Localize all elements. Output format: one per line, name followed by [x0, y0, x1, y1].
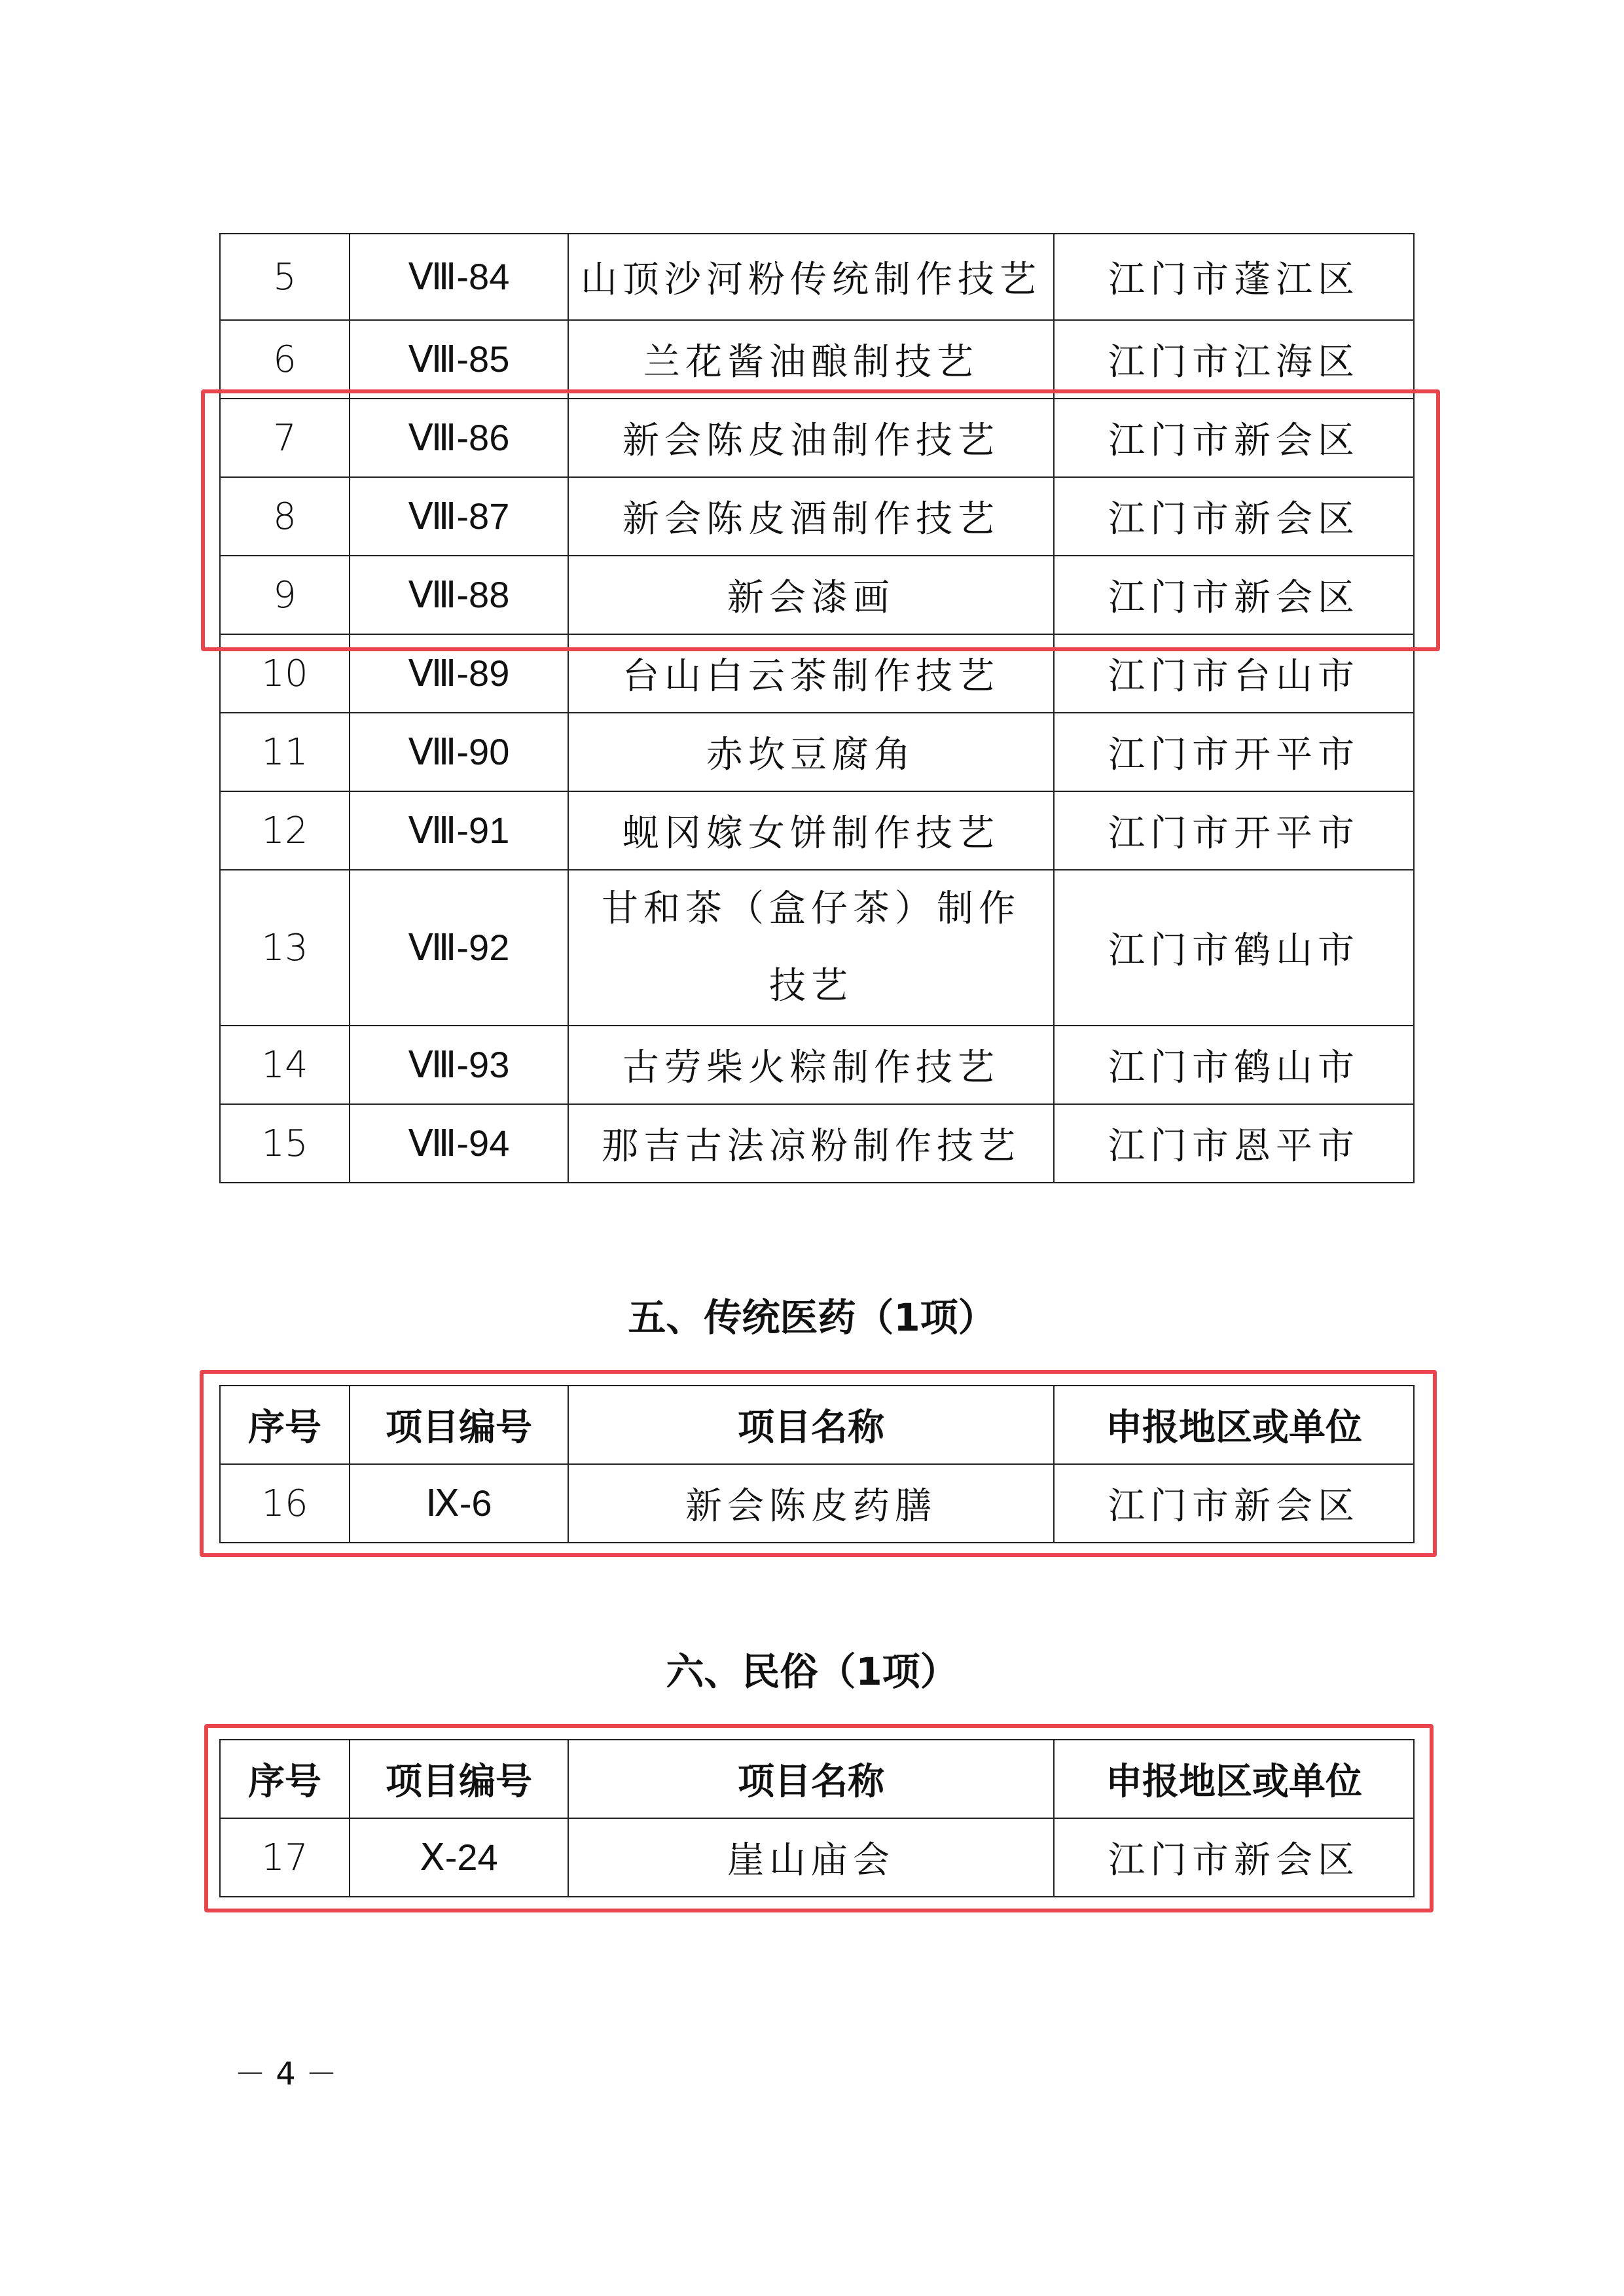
cell-region: 江门市开平市	[1054, 713, 1414, 791]
cell-no: 12	[220, 791, 350, 870]
table-row	[220, 1026, 1414, 1104]
table-row	[220, 791, 1414, 870]
cell-region: 江门市江海区	[1054, 320, 1414, 399]
cell-code: Ⅷ-89	[350, 634, 568, 713]
table-row	[220, 1104, 1414, 1183]
cell-region: 江门市新会区	[1054, 399, 1414, 477]
cell-name: 古劳柴火粽制作技艺	[568, 1026, 1054, 1104]
cell-no: 16	[220, 1464, 350, 1543]
cell-no: 7	[220, 399, 350, 477]
cell-code: Ⅷ-84	[350, 234, 568, 320]
cell-region: 江门市新会区	[1054, 1818, 1414, 1897]
table-row	[220, 320, 1414, 399]
table-row	[220, 713, 1414, 791]
cell-region: 江门市鹤山市	[1054, 1026, 1414, 1104]
cell-region: 江门市恩平市	[1054, 1104, 1414, 1183]
cell-no: 10	[220, 634, 350, 713]
cell-code: Ⅷ-94	[350, 1104, 568, 1183]
cell-region: 江门市台山市	[1054, 634, 1414, 713]
cell-name: 那吉古法凉粉制作技艺	[568, 1104, 1054, 1183]
cell-name: 台山白云茶制作技艺	[568, 634, 1054, 713]
header-code: 项目编号	[350, 1386, 568, 1464]
cell-code: Ⅷ-86	[350, 399, 568, 477]
cell-no: 15	[220, 1104, 350, 1183]
header-no: 序号	[220, 1386, 350, 1464]
cell-region: 江门市新会区	[1054, 556, 1414, 634]
cell-region: 江门市鹤山市	[1054, 870, 1414, 1026]
cell-region: 江门市蓬江区	[1054, 234, 1414, 320]
section-heading-traditional-medicine: 五、传统医药（1项）	[628, 1295, 996, 1340]
cell-no: 14	[220, 1026, 350, 1104]
cell-code: Ⅷ-91	[350, 791, 568, 870]
cell-name: 蚬冈嫁女饼制作技艺	[568, 791, 1054, 870]
header-name: 项目名称	[568, 1386, 1054, 1464]
cell-name: 山顶沙河粉传统制作技艺	[568, 234, 1054, 320]
header-region: 申报地区或单位	[1054, 1386, 1414, 1464]
cell-code: Ⅷ-93	[350, 1026, 568, 1104]
page-number: － 4 －	[234, 2056, 338, 2092]
highlight-box-section-5	[200, 1370, 1437, 1557]
cell-name: 甘和茶（盒仔茶）制作技艺	[568, 870, 1054, 1026]
project-table-traditional-crafts	[219, 233, 1415, 1183]
cell-code: Ⅹ-24	[350, 1818, 568, 1897]
cell-no: 8	[220, 477, 350, 556]
cell-no: 5	[220, 234, 350, 320]
cell-name: 赤坎豆腐角	[568, 713, 1054, 791]
cell-code: Ⅸ-6	[350, 1464, 568, 1543]
cell-no: 17	[220, 1818, 350, 1897]
cell-code: Ⅷ-92	[350, 870, 568, 1026]
cell-no: 6	[220, 320, 350, 399]
header-name: 项目名称	[568, 1740, 1054, 1818]
highlight-box-rows-7-9	[201, 389, 1440, 651]
cell-no: 13	[220, 870, 350, 1026]
cell-region: 江门市新会区	[1054, 1464, 1414, 1543]
cell-name: 新会陈皮药膳	[568, 1464, 1054, 1543]
cell-name: 新会漆画	[568, 556, 1054, 634]
cell-name: 兰花酱油酿制技艺	[568, 320, 1054, 399]
cell-no: 11	[220, 713, 350, 791]
header-no: 序号	[220, 1740, 350, 1818]
cell-code: Ⅷ-90	[350, 713, 568, 791]
cell-name: 崖山庙会	[568, 1818, 1054, 1897]
highlight-box-section-6	[204, 1724, 1434, 1912]
table-row	[220, 870, 1414, 1026]
table-row	[220, 234, 1414, 320]
cell-name: 新会陈皮油制作技艺	[568, 399, 1054, 477]
cell-code: Ⅷ-87	[350, 477, 568, 556]
cell-code: Ⅷ-85	[350, 320, 568, 399]
cell-code: Ⅷ-88	[350, 556, 568, 634]
section-heading-folk-customs: 六、民俗（1项）	[666, 1649, 958, 1694]
header-code: 项目编号	[350, 1740, 568, 1818]
header-region: 申报地区或单位	[1054, 1740, 1414, 1818]
cell-name: 新会陈皮酒制作技艺	[568, 477, 1054, 556]
cell-region: 江门市新会区	[1054, 477, 1414, 556]
cell-region: 江门市开平市	[1054, 791, 1414, 870]
cell-no: 9	[220, 556, 350, 634]
